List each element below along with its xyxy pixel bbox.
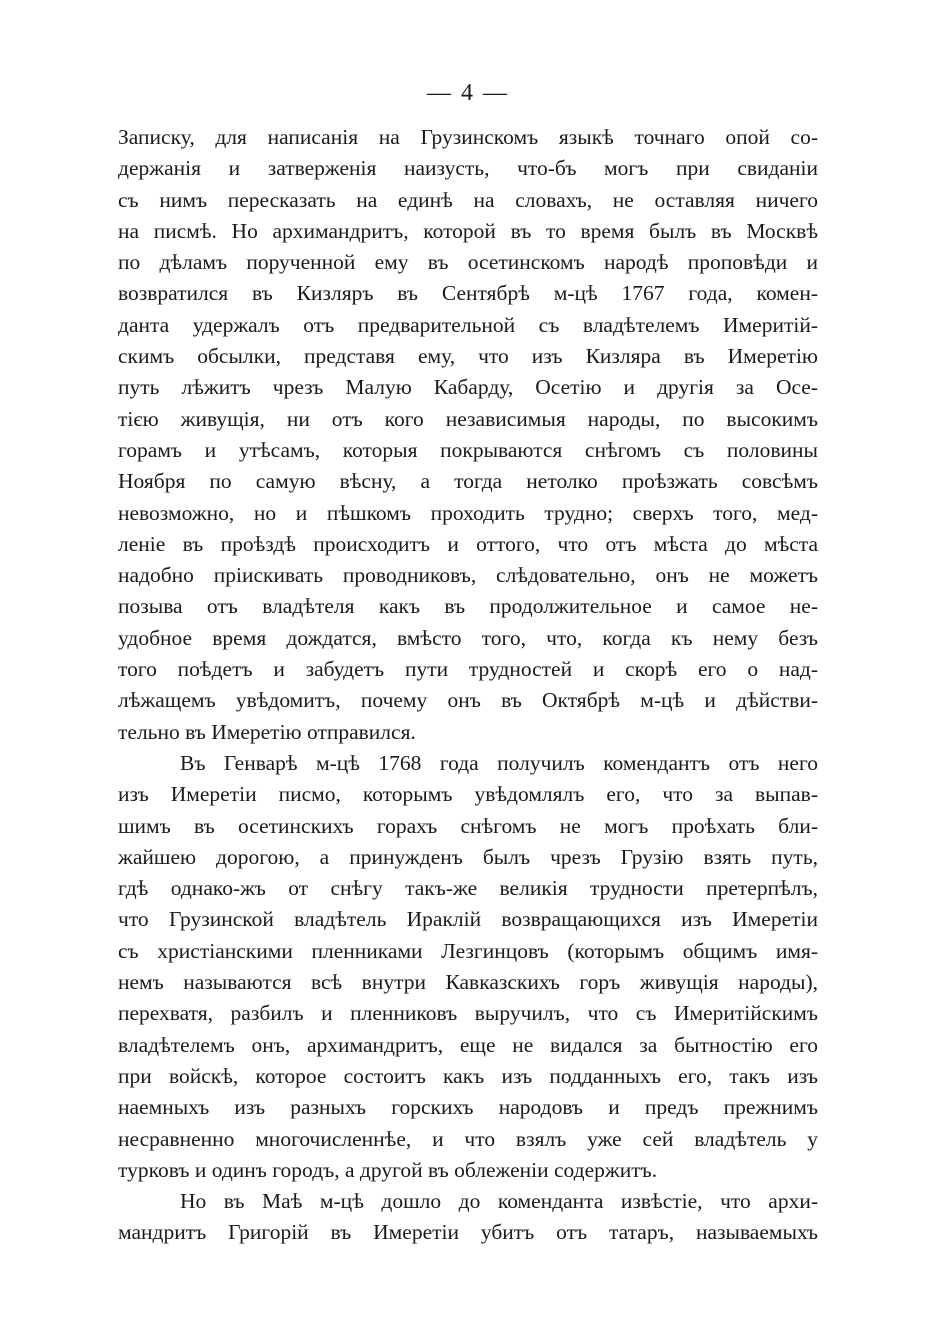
text-line: удобное время дождатся, вмѣсто того, что, когда къ нему безъ [118, 625, 818, 650]
text-line: Но въ Маѣ м-цѣ дошло до коменданта извѣстіе, что архи- [180, 1189, 818, 1214]
text-line: тельно въ Имеретію отправился. [118, 719, 416, 744]
text-line: Въ Генварѣ м-цѣ 1768 года получилъ комендантъ отъ него [180, 750, 818, 775]
text-line: изъ Имеретіи писмо, которымъ увѣдомлялъ его, что за выпав- [118, 782, 818, 807]
text-line: мандритъ Григорій въ Имеретіи убитъ отъ татаръ, называемыхъ [118, 1220, 818, 1245]
text-line: съ нимъ пересказать на единѣ на словахъ, не оставляя ничего [118, 187, 818, 212]
text-line: при войскѣ, которое состоитъ какъ изъ подданныхъ его, такъ изъ [118, 1063, 818, 1088]
text-line: съ христіанскими пленниками Лезгинцовъ (которымъ общимъ имя- [118, 938, 818, 963]
text-line: возвратился въ Кизляръ въ Сентябрѣ м-цѣ 1767 года, комен- [118, 281, 818, 306]
text-line: держанія и затверженія наизусть, что-бъ могъ при свиданіи [118, 156, 818, 181]
paragraph-3 [118, 1186, 818, 1249]
text-line: на писмѣ. Но архимандритъ, которой въ то время былъ въ Москвѣ [118, 218, 818, 243]
text-line: путь лѣжитъ чрезъ Малую Кабарду, Осетію и другія за Осе- [118, 375, 818, 400]
text-line: горамъ и утѣсамъ, которыя покрываются снѣгомъ съ половины [118, 437, 818, 462]
text-line: перехватя, разбилъ и пленниковъ выручилъ, что съ Имеритійскимъ [118, 1001, 818, 1026]
text-line: Записку, для написанія на Грузинскомъ языкѣ точнаго опой со- [118, 125, 818, 149]
text-line: того поѣдетъ и забудетъ пути трудностей и скорѣ его о над- [118, 657, 818, 682]
text-line: что Грузинской владѣтель Ираклій возвращающихся изъ Имеретіи [118, 907, 818, 932]
text-line: Ноября по самую вѣсну, а тогда нетолко проѣзжать совсѣмъ [118, 469, 818, 494]
text-line: немъ называются всѣ внутри Кавказскихъ горъ живущія народы), [118, 970, 818, 995]
text-line: турковъ и одинъ городъ, а другой въ облеженіи содержитъ. [118, 1157, 658, 1182]
text-line: леніе въ проѣздѣ происходитъ и оттого, что отъ мѣста до мѣста [118, 531, 818, 556]
paragraph-1 [118, 122, 818, 748]
text-line: надобно пріискивать проводниковъ, слѣдовательно, онъ не можетъ [118, 563, 818, 588]
paragraph-2 [118, 748, 818, 1186]
text-line: гдѣ однако-жъ от снѣгу такъ-же великія трудности претерпѣлъ, [118, 876, 818, 901]
text-line: шимъ въ осетинскихъ горахъ снѣгомъ не могъ проѣхать бли- [118, 813, 818, 838]
text-line: жайшею дорогою, а принужденъ былъ чрезъ Грузію взять путь, [118, 844, 818, 869]
text-line: наемныхъ изъ разныхъ горскихъ народовъ и предъ прежнимъ [118, 1095, 818, 1120]
body-text [118, 122, 818, 1249]
text-line: скимъ обсылки, представя ему, что изъ Кизляра въ Имеретію [118, 344, 818, 369]
text-line: владѣтелемъ онъ, архимандритъ, еще не видался за бытностію его [118, 1032, 818, 1057]
text-line: по дѣламъ порученной ему въ осетинскомъ народѣ проповѣди и [118, 250, 818, 275]
text-line: невозможно, но и пѣшкомъ проходить трудно; сверхъ того, мед- [118, 500, 818, 525]
text-line: несравненно многочисленнѣе, и что взялъ уже сей владѣтель у [118, 1126, 818, 1151]
text-line: позыва отъ владѣтеля какъ въ продолжительное и самое не- [118, 594, 818, 619]
text-line: лѣжащемъ увѣдомитъ, почему онъ въ Октябрѣ м-цѣ и дѣйстви- [118, 688, 818, 713]
page-number: — 4 — [427, 80, 509, 106]
text-line: тією живущія, ни отъ кого независимыя народы, по высокимъ [118, 406, 818, 431]
text-line: данта удержалъ отъ предварительной съ владѣтелемъ Имеритій- [118, 312, 818, 337]
